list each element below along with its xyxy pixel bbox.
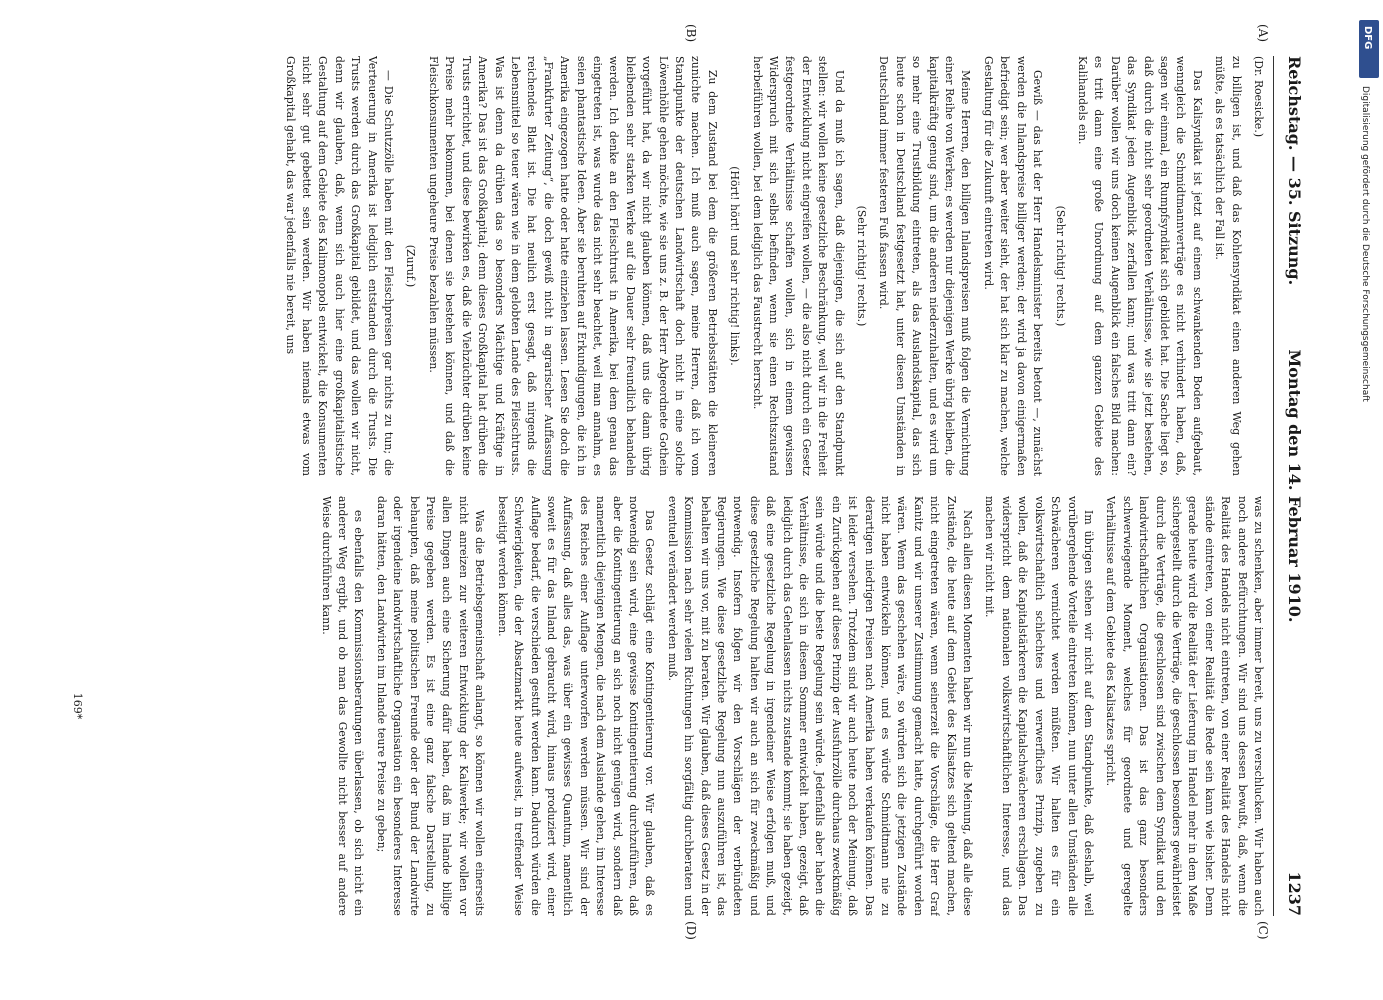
margin-mark-c: (C) xyxy=(1256,921,1270,940)
page-header xyxy=(1276,56,1310,916)
margin-mark-a: (A) xyxy=(1256,24,1270,43)
dfg-logo: DFG xyxy=(1359,20,1379,78)
header-rule xyxy=(1273,56,1274,916)
margin-mark-b: (B) xyxy=(684,24,698,43)
paragraph: Im übrigen stehen wir nicht auf dem Standpunkte, daß deshalb, weil vorübergehende Vorteile eintreten können, nun unter allen Umständen alle Schwächeren vernichtet werden müßten. Wir halten es für ein volkswirtschaftlich schlechtes und verwerfliches Prinzip, zugeben zu wollen, daß die Kapitalstärkeren die Kapitalschwächeren erschlagen. Das widerspricht dem nationalen volkswirtschaftlichen Interesse, und das machen wir nicht mit. xyxy=(983,496,1095,916)
header-left: Reichstag. — 35. Sitzung. xyxy=(1285,56,1304,286)
paragraph: Das Gesetz schlägt eine Kontingentierung vor. Wir glauben, daß es notwendig sein wird, eine gewisse Kontingentierung durchzuführen, daß aber die Kontingentierung an sich noch nicht genügen wird, sondern daß namentlich diejenigen Mengen, die nach dem Auslande gehen, im Interesse des Reiches einer Auflage unterworfen werden müssen. Wir sind der Auffassung, daß alles das, was über ein gewisses Quantum, namentlich soweit es für das Inland gebraucht wird, hinaus produziert wird, einer Auflage bedarf, die verschieden gestuft werden kann. Dadurch würden die Schwierigkeiten, die der Absatzmarkt heute aufweist, in treffender Weise beseitigt werden können. xyxy=(495,496,657,916)
scanned-page xyxy=(55,16,1310,956)
margin-mark-d: (D) xyxy=(684,921,698,940)
speaker-label: (Dr. Roesicke.) xyxy=(1252,56,1265,138)
header-center: Montag den 14. Februar 1910. xyxy=(1285,349,1304,623)
right-column xyxy=(86,496,1266,916)
paragraph: Zu dem Zustand bei dem die größeren Betriebsstätten die kleineren zunichte machen. Ich muß auch sagen, meine Herren, daß ich vom Standpunkte der deutschen Landwirtschaft doch nicht in eine solche Löwenhöhle gehen möchte, wie sie uns z. B. der Herr Abgeordnete Gothein vorgeführt hat, da wir nicht glauben können, daß uns die dann übrig bleibenden sehr starken Werke auf die Dauer sehr freundlich behandeln werden. Ich denke an den Fleischtrust in Amerika, bei dem genau das eingetreten ist, was wurde das nicht sehr beachtet, weil man annahm, es seien phantastische Ideen. Aber sie beruhten auf Erkundigungen, die ich in Amerika eingezogen hatte oder hatte einziehen lassen. Lesen Sie doch die „Frankfurter Zeitung“, die doch gewiß nicht in agrarischer Auffassung reichendes Blatt ist. Die hat neulich erst gesagt, daß nirgends die Lebensmittel so teuer wären wie in dem gelobten Lande des Fleischtrusts. Was ist denn da drüben das so besonders Mächtige und Kräftige in Amerika? Das ist das Großkapital; denn dieses Großkapital hat drüben die Trusts errichtet, und diese bewirken es, daß die Viehzüchter drüben keine Preise mehr bekommen, bei denen sie bestehen können, und daß die Fleischkonsumenten ungeheure Preise bezahlen müssen. xyxy=(426,56,719,476)
interjection: (Sehr richtig! rechts.) xyxy=(855,205,869,327)
paragraph: zu billigen ist, und daß das Kohlensyndikat einen anderen Weg gehen müßte, als es tatsächlich der Fall ist. xyxy=(1213,56,1243,476)
paragraph: — Die Schutzzölle haben mit den Fleischpreisen gar nichts zu tun; die Verteuerung in Amerika ist lediglich entstanden durch die Trusts. Die Trusts werden durch das Großkapital gebildet, und das wollen wir nicht, denn wir glauben, daß, wenn sich auch hier eine großkapitalistische Gestaltung auf dem Gebiete des Kalimonopols entwickelt, die Konsumenten nicht sehr gut gebettet sein werden. Wir haben niemals etwas vom Großkapital gehabt, das war jedenfalls nie bereit, uns xyxy=(283,56,396,476)
paragraph: was zu schenken, aber immer bereit, uns zu verschlucken. Wir haben auch noch andere Befürchtungen. Wir sind uns dessen bewußt, daß, wenn die Realität des Handels nicht eintreten, von einer Realität des Handels nicht stände eintreten, von einer Realität die Rede sein kann wie bisher. Denn gerade heute wird die Realität der Lieferung im Handel mehr in dem Maße sichergestellt durch die Verträge, die geschlossen besonders gewährleistet durch die Verträge, die geschlossen sind zwischen dem Syndikat und den landwirtschaftlichen Organisationen. Das ist das ganz besonders schwerwiegende Moment, welches für geordnete und geregelte Verhältnisse auf dem Gebiete des Kalisatzes spricht. xyxy=(1104,496,1265,916)
paragraph: Das Kalisyndikat ist jetzt auf einem schwankenden Boden aufgebaut, wenngleich die Schmidtmannverträge es nicht verhindert haben, daß, sagen wir einmal, ein Rumpfsyndikat sich gebildet hat. Die Sache liegt so, daß durch die nicht sehr geordneten Verhältnisse, wie sie jetzt bestehen, das Syndikat jeden Augenblick zerfallen kann; und was tritt dann ein? Darüber wollen wir uns doch keinen Augenblick ein falsches Bild machen: es tritt dann eine große Unordnung auf dem ganzen Gebiete des Kalihandels ein. xyxy=(1075,56,1204,476)
paragraph: Nach allen diesen Momenten haben wir nun die Meinung, daß alle diese Zustände, die heute auf dem Gebiet des Kalisatzes sich geltend machen, nicht eingetreten wären, wenn seinerzeit die Vorschläge, die Herr Graf Kanitz und wir unserer Zustimmung gemacht hatte, durchgeführt worden wären. Wenn das geschehen wäre, so würden sich die jetzigen Zustände nicht haben entwickeln können, und es würde Schmidtmann nie zu derartigen niedrigen Preisen nach Amerika haben verkaufen können. Das ist leider versehen. Trotzdem sind wir auch heute noch der Meinung, daß ein Zurückgehen auf dieses Prinzip der Ausfuhrzölle durchaus zweckmäßig sein würde und die beste Regelung sein würde. Jedenfalls aber haben die Verhältnisse, die sich in diesem Sommer entwickelt haben, gezeigt, daß lediglich durch das Gehenlassen nichts zustande kommt; sie haben gezeigt, daß eine gesetzliche Regelung in irgendeiner Weise erfolgen muß, und diese gesetzliche Regelung halten wir auch an sich für zweckmäßig und notwendig. Insofern folgen wir den Vorschlägen der verbündeten Regierungen. Wie diese gesetzliche Regelung nun auszuführen ist, das behalten wir uns vor, mit zu beraten. Wir glauben, daß dieses Gesetz in der Kommission nach sehr vielen Richtungen hin sorgfältig durchberaten und eventuell verändert werden muß. xyxy=(665,496,975,916)
page-number: 1237 xyxy=(1285,871,1304,916)
digitization-credit xyxy=(1358,20,1382,980)
paragraph: Und da muß ich sagen, daß diejenigen, die sich auf den Standpunkt stellen: wir wollen keine gesetzliche Beschränkung, weil wir in die Freiheit der Entwicklung nicht eingreifen wollen, — die also nicht durch ein Gesetz festgeordnete Verhältnisse schaffen wollen, sich in einem gewissen Widerspruch mit sich selbst befinden, wenn sie einen Rechtszustand herbeiführen wollen, bei dem lediglich das Faustrecht herrscht. xyxy=(750,56,846,476)
credit-text: Digitalisierung gefördert durch die Deutsche Forschungsgemeinschaft xyxy=(1360,86,1370,402)
paragraph: Gewiß — das hat der Herr Handelsminister bereits betont —, zunächst werden die Inlandspreise billiger werden; der wird ja davon einigermaßen befriedigt sein; wer aber weiter sieht, der hat sich klar zu machen, welche Gestaltung für die Zukunft eintreten wird. xyxy=(981,56,1045,476)
interjection: (Zuruf.) xyxy=(404,244,418,288)
paragraph: Meine Herren, den billigen Inlandspreisen muß folgen die Vernichtung einer Reihe von Werken; es werden nur diejenigen Werke übrig bleiben, die kapitalkräftig genug sind, um die anderen niederzuhalten, und es wird um so mehr eine Trustbildung eintreten, als das Auslandskapital, das sich heute schon in Deutschland festgesetzt hat, unter diesen Umständen in Deutschland immer festeren Fuß fassen wird. xyxy=(877,56,973,476)
footer-signature: 169* xyxy=(71,692,84,720)
interjection: (Sehr richtig! rechts.) xyxy=(1053,205,1067,327)
paragraph: es ebenfalls den Kommissionsberatungen überlassen, ob sich nicht ein anderer Weg ergibt, und ob man das Gewollte nicht besser auf andere Weise durchführen kann. xyxy=(319,496,366,916)
interjection: (Hört! hört! und sehr richtig! links). xyxy=(728,166,742,366)
left-column xyxy=(86,56,1266,476)
paragraph: Was die Betriebsgemeinschaft anlangt, so können wir wollen einerseits nicht anreizen zur weiteren Entwicklung der Kaliwerke; wir wollen vor allen Dingen auch eine Sicherung dafür haben, daß im Inlande billige Preise gegeben werden. Es ist eine ganz falsche Darstellung, zu behaupten, daß meine politischen Freunde oder der Bund der Landwirte oder irgendeine landwirtschaftliche Organisation ein besonderes Interesse daran hätten, den Landwirten im Inlande teure Preise zu geben; xyxy=(374,496,487,916)
page-content-rotated xyxy=(55,16,1310,956)
